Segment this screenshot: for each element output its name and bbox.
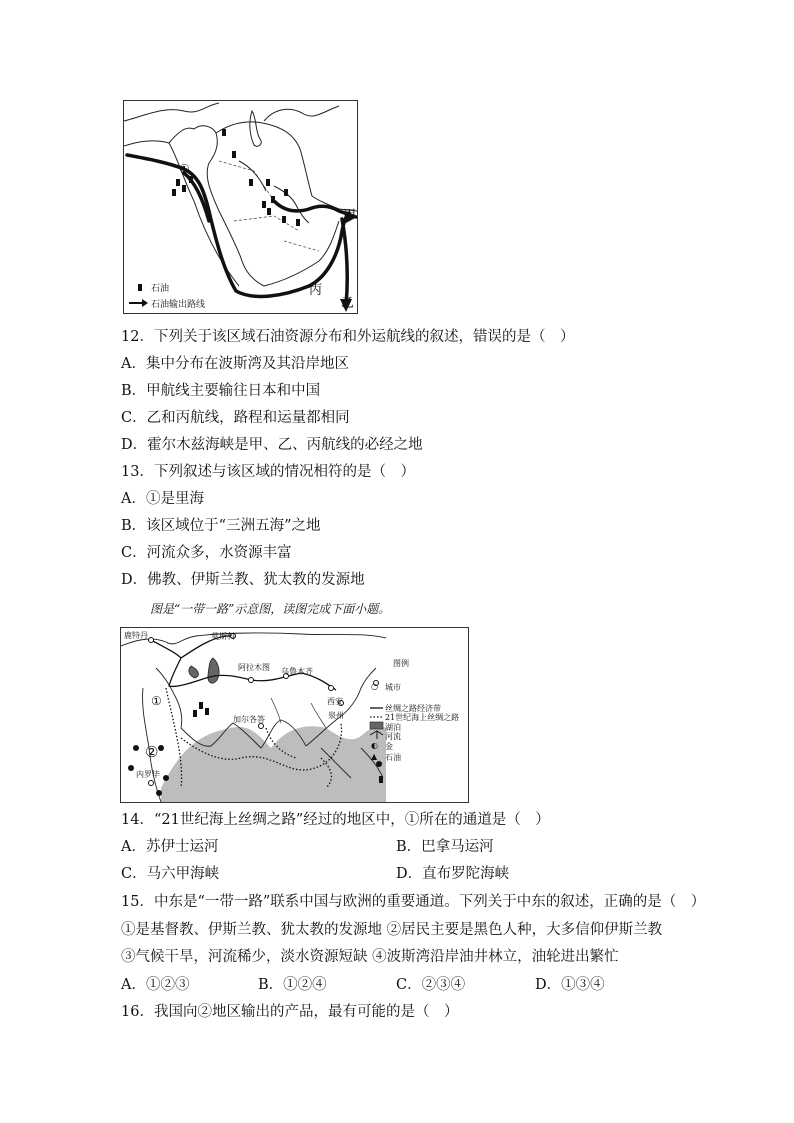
map1-route-jia-label: 甲 <box>343 208 357 223</box>
q15-statement-line-1: ①是基督教、伊斯兰教、犹太教的发源地 ②居民主要是黑色人种，大多信仰伊斯兰教 <box>121 922 663 938</box>
city-quanzhou: 泉州 <box>328 711 344 720</box>
q15-stem: 15．中东是“一带一路”联系中国与欧洲的重要通道。下列关于中东的叙述，正确的是（ ） <box>121 894 706 910</box>
map2-legend-city: 城市 <box>385 683 401 692</box>
middle-east-oil-map <box>123 100 358 314</box>
city-jiaergeda: 加尔各答 <box>233 715 265 724</box>
q13-option-c: C．河流众多，水资源丰富 <box>121 545 292 561</box>
map2-legend-sea: 21世纪海上丝绸之路 <box>385 713 460 722</box>
map2-caption: 图是“一带一路”示意图，读图完成下面小题。 <box>150 602 391 616</box>
q14-option-b: B．巴拿马运河 <box>396 839 494 855</box>
map2-mark-2: ② <box>145 743 159 761</box>
map2-legend-title: 图例 <box>393 659 409 668</box>
q12-stem: 12．下列关于该区域石油资源分布和外运航线的叙述，错误的是（ ） <box>121 329 575 345</box>
city-alamutu: 阿拉木图 <box>238 663 270 672</box>
map2-legend-oil: 石油 <box>385 753 401 762</box>
belt-and-road-map <box>120 627 469 803</box>
legend-city-icon: ○ <box>371 682 378 691</box>
map2-legend-gold: 金 <box>385 742 393 751</box>
q14-stem: 14．“21世纪海上丝绸之路”经过的地区中，①所在的通道是（ ） <box>121 812 550 828</box>
city-lutedan: 鹿特丹 <box>124 631 148 640</box>
q13-option-a: A．①是里海 <box>121 491 204 507</box>
q14-option-a: A．苏伊士运河 <box>121 839 219 855</box>
map2-legend-lake: 湖泊 <box>385 723 401 732</box>
map2-mark-1: ① <box>151 694 162 708</box>
q16-stem: 16．我国向②地区输出的产品，最有可能的是（ ） <box>121 1004 459 1020</box>
map1-route-yi-label: 乙 <box>341 296 355 311</box>
q15-option-c: C．②③④ <box>396 977 466 993</box>
city-neiluobi: 内罗毕 <box>136 770 160 779</box>
q14-option-c: C．马六甲海峡 <box>121 866 220 882</box>
q15-statement-line-2: ③气候干旱，河流稀少，淡水资源短缺 ④波斯湾沿岸油井林立，油轮进出繁忙 <box>121 949 619 965</box>
q15-option-a: A．①②③ <box>121 977 190 993</box>
legend-gold-icon: ◐ <box>371 741 378 750</box>
q15-option-d: D．①③④ <box>535 977 605 993</box>
q12-option-a: A．集中分布在波斯湾及其沿岸地区 <box>121 356 349 372</box>
q13-option-b: B．该区域位于“三洲五海”之地 <box>121 518 321 534</box>
city-mosike: 莫斯科 <box>211 632 235 641</box>
map1-legend-oil: 石油 <box>151 284 170 294</box>
map1-point-1-label: ① <box>179 162 190 176</box>
q12-option-d: D．霍尔木兹海峡是甲、乙、丙航线的必经之地 <box>121 437 423 453</box>
map2-legend-silk: 丝绸之路经济带 <box>385 704 441 713</box>
city-wulumuqi: 乌鲁木齐 <box>281 667 313 676</box>
map2-legend-river: 河流 <box>385 732 401 741</box>
q13-stem: 13．下列叙述与该区域的情况相符的是（ ） <box>121 464 415 480</box>
q12-option-c: C．乙和丙航线，路程和运量都相同 <box>121 410 350 426</box>
q15-option-b: B．①②④ <box>258 977 327 993</box>
legend-oil-icon: ▲ <box>371 752 378 761</box>
q12-option-b: B．甲航线主要输往日本和中国 <box>121 383 321 399</box>
map1-legend-route: 石油输出路线 <box>151 300 206 310</box>
q13-option-d: D．佛教、伊斯兰教、犹太教的发源地 <box>121 572 365 588</box>
map1-route-bing-label: 丙 <box>309 283 323 298</box>
city-xian: 西安 <box>327 697 343 706</box>
q14-option-d: D．直布罗陀海峡 <box>396 866 510 882</box>
